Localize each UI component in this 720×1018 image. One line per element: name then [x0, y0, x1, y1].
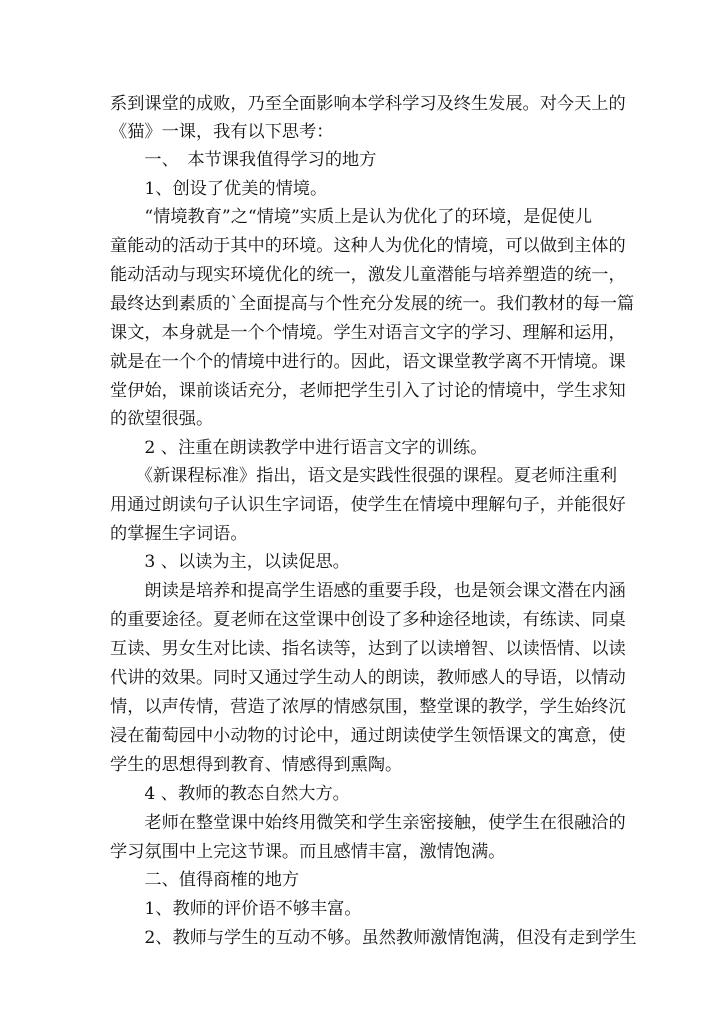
- text-line: 2、教师与学生的互动不够。虽然教师激情饱满，但没有走到学生: [110, 928, 637, 948]
- text-line: 的重要途径。夏老师在这堂课中创设了多种途径地读，有练读、同桌: [110, 610, 626, 630]
- section-heading: 一、 本节课我值得学习的地方: [110, 150, 377, 170]
- text-line: 浸在葡萄园中小动物的讨论中，通过朗读使学生领悟课文的寓意，使: [110, 726, 626, 746]
- text-line: 情，以声传情，营造了浓厚的情感氛围，整堂课的教学，学生始终沉: [110, 697, 626, 717]
- text-line: 就是在一个个的情境中进行的。因此，语文课堂教学离不开情境。课: [110, 352, 626, 372]
- text-line: 用通过朗读句子认识生字词语，使学生在情境中理解句子，并能很好: [110, 495, 626, 515]
- text-line: 学生的思想得到教育、情感得到熏陶。: [110, 755, 403, 775]
- subheading: 4 、教师的教态自然大方。: [110, 784, 350, 804]
- text-line: 系到课堂的成败，乃至全面影响本学科学习及终生发展。对今天上的: [110, 94, 626, 114]
- text-line: 堂伊始，课前谈话充分，老师把学生引入了讨论的情境中，学生求知: [110, 381, 626, 401]
- text-line: 《猫》一课，我有以下思考：: [110, 122, 334, 142]
- subheading: 1、创设了优美的情境。: [110, 179, 328, 199]
- text-line: 的欲望很强。: [110, 409, 214, 429]
- text-line: 《新课程标准》指出，语文是实践性很强的课程。夏老师注重利: [110, 466, 618, 486]
- text-line: 朗读是培养和提高学生语感的重要手段，也是领会课文潜在内涵: [110, 581, 626, 601]
- text-line: 能动活动与现实环境优化的统一，激发儿童潜能与培养塑造的统一，: [110, 265, 626, 285]
- section-heading: 二、值得商榷的地方: [110, 870, 300, 890]
- subheading: 2 、注重在朗读教学中进行语言文字的训练。: [110, 438, 488, 458]
- text-line: 童能动的活动于其中的环境。这种人为优化的情境，可以做到主体的: [110, 236, 626, 256]
- text-line: 课文，本身就是一个个情境。学生对语言文字的学习、理解和运用，: [110, 323, 626, 343]
- subheading: 1、教师的评价语不够丰富。: [110, 899, 362, 919]
- text-line: 最终达到素质的`全面提高与个性充分发展的统一。我们教材的每一篇: [110, 294, 635, 314]
- text-line: “情境教育”之“情境”实质上是认为优化了的环境，是促使儿: [110, 207, 593, 227]
- text-line: 互读、男女生对比读、指名读等，达到了以读增智、以读悟情、以读: [110, 639, 626, 659]
- text-line: 学习氛围中上完这节课。而且感情丰富，激情饱满。: [110, 842, 506, 862]
- text-line: 代讲的效果。同时又通过学生动人的朗读，教师感人的导语，以情动: [110, 668, 626, 688]
- text-line: 的掌握生字词语。: [110, 524, 248, 544]
- subheading: 3 、以读为主，以读促思。: [110, 552, 350, 572]
- text-line: 老师在整堂课中始终用微笑和学生亲密接触，使学生在很融洽的: [110, 813, 626, 833]
